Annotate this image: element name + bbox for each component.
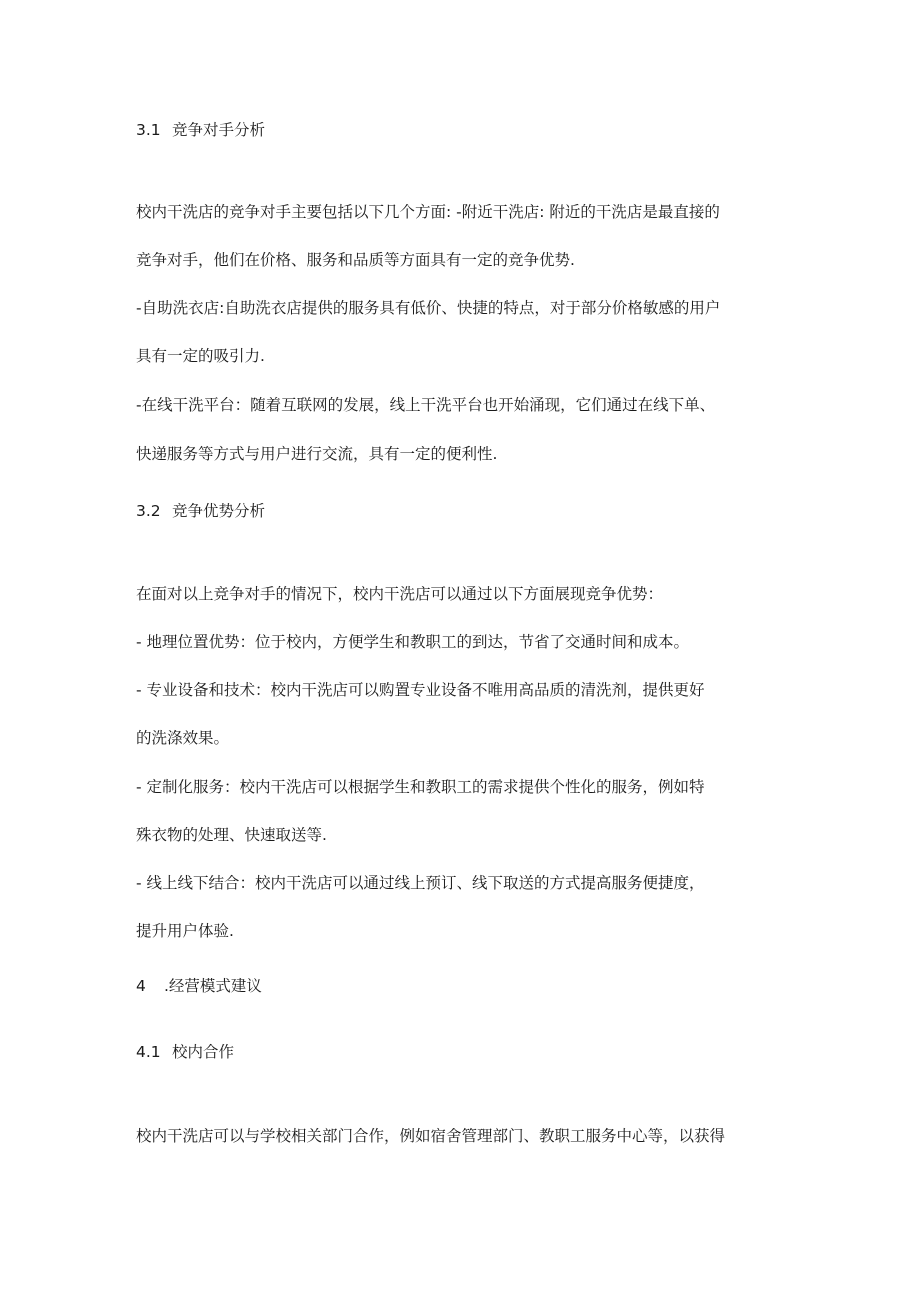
paragraph-line: 竞争对手，他们在价格、服务和品质等方面具有一定的竞争优势. (136, 251, 575, 269)
section-title: .经营模式建议 (164, 977, 262, 995)
paragraph-line: -自助洗衣店:自助洗衣店提供的服务具有低价、快捷的特点，对于部分价格敏感的用户 (136, 299, 721, 317)
list-item: - 地理位置优势：位于校内，方便学生和教职工的到达，节省了交通时间和成本。 (136, 633, 690, 651)
paragraph-line: 校内干洗店的竞争对手主要包括以下几个方面: -附近干洗店: 附近的干洗店是最直接的 (136, 203, 720, 221)
paragraph-line: 校内干洗店可以与学校相关部门合作，例如宿舍管理部门、教职工服务中心等，以获得 (136, 1127, 726, 1145)
paragraph-line: 殊衣物的处理、快速取送等. (136, 826, 327, 844)
list-item: - 线上线下结合：校内干洗店可以通过线上预订、线下取送的方式提高服务便捷度， (136, 874, 705, 892)
section-heading (136, 120, 265, 140)
section-title: 竞争对手分析 (172, 121, 266, 139)
section-title: 竞争优势分析 (172, 502, 266, 520)
list-item: - 定制化服务：校内干洗店可以根据学生和教职工的需求提供个性化的服务，例如特 (136, 778, 705, 796)
section-heading (136, 501, 265, 521)
list-item: - 专业设备和技术：校内干洗店可以购置专业设备不唯用高品质的清洗剂，提供更好 (136, 681, 705, 699)
section-number: 3.1 (136, 121, 161, 139)
paragraph-line: 快递服务等方式与用户进行交流，具有一定的便利性. (136, 445, 498, 463)
paragraph-line: 具有一定的吸引力. (136, 347, 265, 365)
section-number: 3.2 (136, 502, 161, 520)
section-number: 4.1 (136, 1043, 161, 1061)
section-heading (136, 976, 262, 996)
section-title: 校内合作 (172, 1043, 235, 1061)
paragraph-line: -在线干洗平台：随着互联网的发展，线上干洗平台也开始涌现，它们通过在线下单、 (136, 396, 716, 414)
section-heading (136, 1042, 234, 1062)
paragraph-line: 在面对以上竞争对手的情况下，校内干洗店可以通过以下方面展现竞争优势： (136, 585, 664, 603)
paragraph-line: 提升用户体验. (136, 922, 234, 940)
section-number: 4 (136, 977, 146, 995)
paragraph-line: 的洗涤效果。 (136, 729, 230, 747)
